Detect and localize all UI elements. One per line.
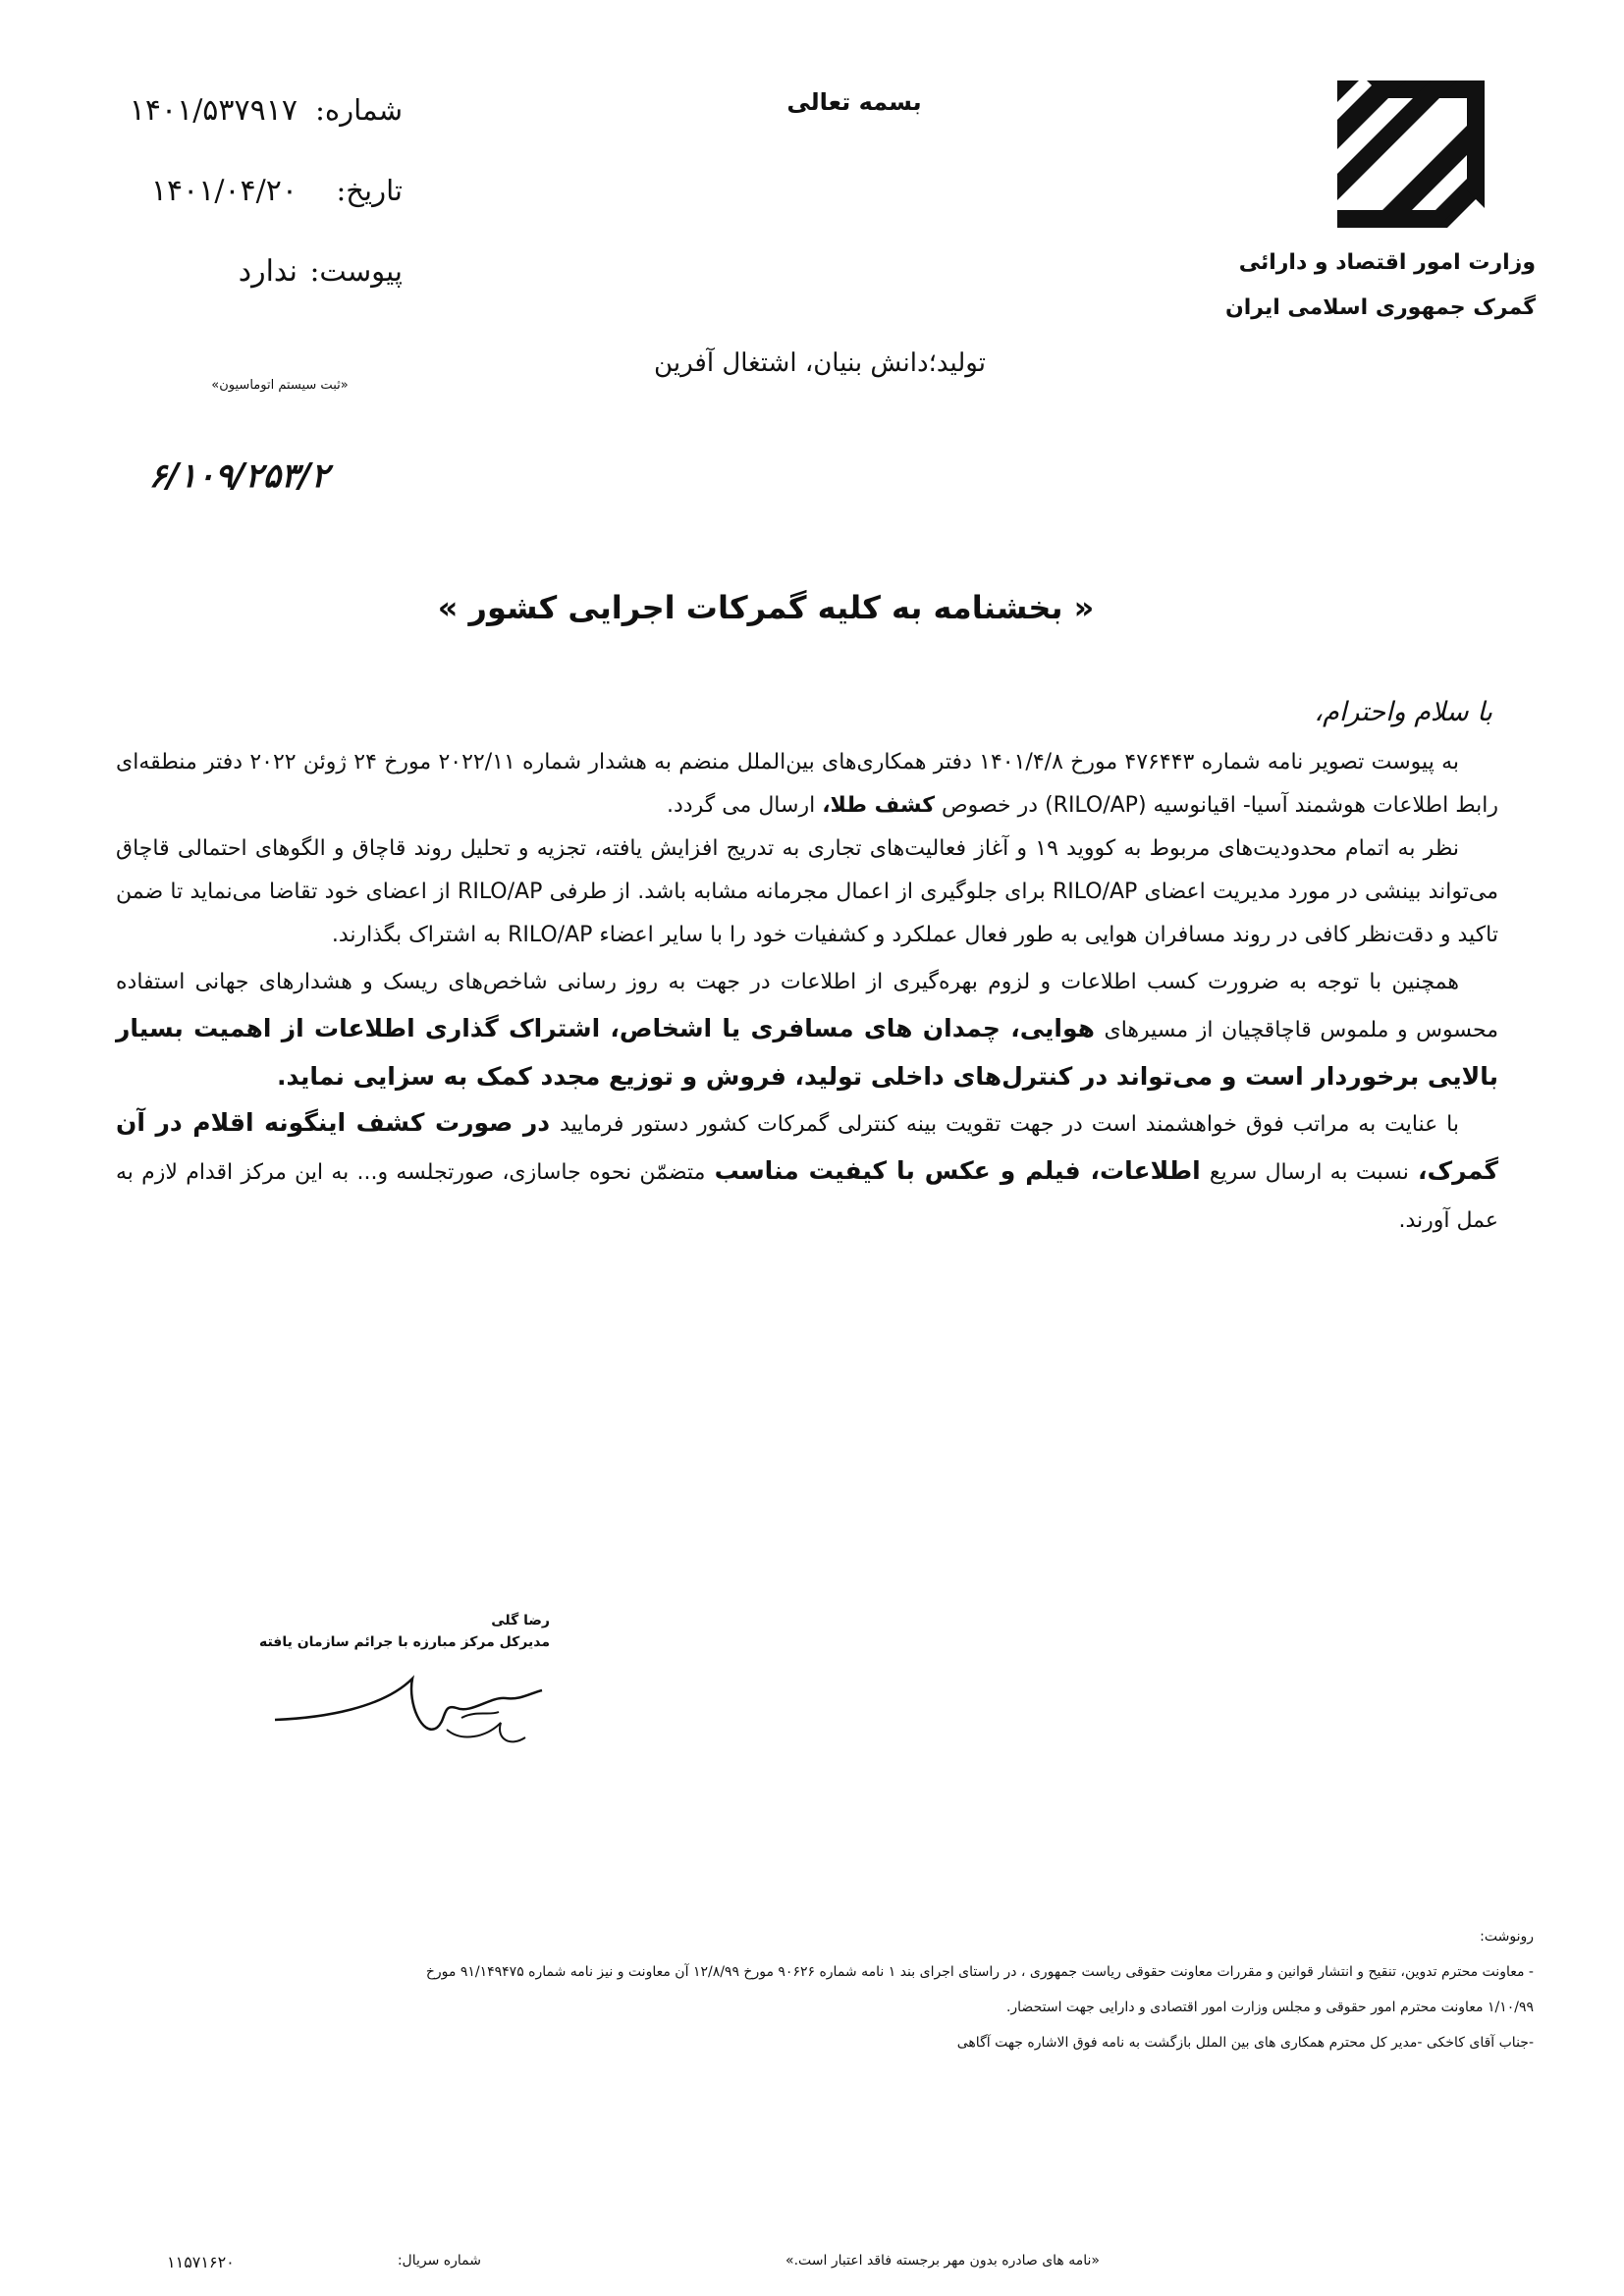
paragraph-4-end: متضمّن نحوه جاسازی، صورتجلسه و... به این مرکز اقدام لازم به عمل آورند.: [116, 1160, 1498, 1233]
carbon-copy-section: [118, 1919, 1534, 2060]
number-value: ۱۴۰۱/۵۳۷۹۱۷: [129, 93, 298, 128]
paragraph-3-bold: هوایی، چمدان های مسافری یا اشخاص، اشتراک گذاری اطلاعات از اهمیت بسیار بالایی برخوردار است و می‌تواند در کنترل‌های داخلی تولید، فروش و توزیع مجدد کمک به سزایی نماید.: [116, 1014, 1498, 1091]
ministry-line-1: وزارت امور اقتصاد و دارائی: [1238, 250, 1536, 275]
paragraph-4-mid: نسبت به ارسال سریع: [1209, 1160, 1409, 1185]
serial-value: ۱۱۵۷۱۶۲۰: [167, 2253, 235, 2271]
signer-name: رضا گلی: [491, 1613, 550, 1629]
paragraph-3: [116, 957, 1498, 1099]
bismillah: بسمه تعالی: [786, 88, 922, 116]
paragraph-1-end: ارسال می گردد.: [667, 793, 816, 818]
paragraph-2: [116, 828, 1498, 957]
paragraph-1-text: به پیوست تصویر نامه شماره ۴۷۶۴۴۳ مورخ ۱۴۰۱/۴/۸ دفتر همکاری‌های بین‌الملل منضم به هشدار شماره ۲۰۲۲/۱۱ مورخ ۲۴ ژوئن ۲۰۲۲ دفتر منطقه‌ای رابط اطلاعات هوشمند آسیا- اقیانوسیه (RILO/AP) در خصوص: [116, 750, 1498, 818]
date-row: [108, 174, 403, 254]
attachment-label: پیوست:: [309, 254, 403, 288]
attachment-row: [108, 254, 403, 335]
circular-title: « بخشنامه به کلیه گمرکات اجرایی کشور »: [437, 589, 1095, 626]
document-reference: ۶/۱۰۹/۲۵۳/۲: [148, 456, 329, 496]
date-label: تاریخ:: [336, 174, 403, 207]
paragraph-3-text: همچنین با توجه به ضرورت کسب اطلاعات و لزوم بهره‌گیری از اطلاعات در جهت به روز رسانی شاخص‌های ریسک و هشدارهای جهانی استفاده محسوس و ملموس قاچاقچیان از مسیرهای: [116, 970, 1498, 1042]
cc-line-2: ۱/۱۰/۹۹ معاونت محترم امور حقوقی و مجلس وزارت امور اقتصادی و دارایی جهت استحضار.: [1005, 2000, 1534, 2015]
paragraph-1-bold: کشف طلا،: [822, 793, 936, 818]
paragraph-2-text: نظر به اتمام محدودیت‌های مربوط به کووید ۱۹ و آغاز فعالیت‌های تجاری به تدریج افزایش یافته، تجزیه و تحلیل روند قاچاق و الگوهای احتمالی قاچاق می‌تواند بینشی در مورد مدیریت اعضای RILO/AP برای جلوگیری از اعمال مجرمانه مشابه باشد. از طرفی RILO/AP از اعضای خود تقاضا می‌نماید تا ضمن تاکید و دقت‌نظر کافی در روند مسافران هوایی به طور فعال عملکرد و کشفیات خود را با سایر اعضاء RILO/AP به اشتراک بگذارند.: [116, 836, 1499, 947]
greeting: با سلام واحترام،: [1314, 697, 1492, 727]
signature-block: [255, 1610, 550, 1653]
footer: [157, 2253, 1473, 2282]
number-row: [108, 93, 403, 174]
paragraph-1: [116, 741, 1498, 828]
ministry-name: [1212, 240, 1536, 331]
ministry-line-2: گمرک جمهوری اسلامی ایران: [1224, 295, 1536, 320]
letter-body: [116, 741, 1498, 1244]
date-value: ۱۴۰۱/۰۴/۲۰: [150, 174, 298, 208]
paragraph-4-bold-1: در صورت کشف اینگونه اقلام در آن گمرک،: [116, 1108, 1498, 1185]
cc-label: رونوشت:: [1480, 1929, 1534, 1945]
slogan: تولید؛دانش بنیان، اشتغال آفرین: [654, 348, 986, 378]
attachment-value: ندارد: [238, 254, 298, 289]
paragraph-4-bold-2: اطلاعات، فیلم و عکس با کیفیت مناسب: [714, 1156, 1201, 1185]
letter-meta: [108, 93, 403, 335]
cc-line-3: -جناب آقای کاخکی -مدیر کل محترم همکاری های بین الملل بازگشت به نامه فوق الاشاره جهت آگاهی: [956, 2035, 1534, 2051]
cc-line-1: - معاونت محترم تدوین، تنقیح و انتشار قوانین و مقررات معاونت حقوقی ریاست جمهوری ، در راستای اجرای بند ۱ نامه شماره ۹۰۶۲۶ مورخ ۱۲/۸/۹۹ آن معاونت و نیز نامه شماره ۹۱/۱۴۹۴۷۵ مورخ: [425, 1964, 1534, 1980]
number-label: شماره:: [315, 93, 403, 127]
paragraph-4: [116, 1099, 1498, 1244]
serial-label: شماره سریال:: [397, 2253, 481, 2269]
paragraph-4-text: با عنایت به مراتب فوق خواهشمند است در جهت تقویت بینه کنترلی گمرکات کشور دستور فرمایید: [559, 1112, 1459, 1137]
signer-position: مدیرکل مرکز مبارزه با جرائم سازمان یافته: [258, 1634, 550, 1650]
handwritten-signature: [265, 1669, 550, 1757]
validity-note: «نامه های صادره بدون مهر برجسته فاقد اعتبار است.»: [785, 2253, 1100, 2269]
customs-logo: [1337, 80, 1485, 228]
auto-registration-note: «ثبت سیستم اتوماسیون»: [211, 378, 349, 393]
